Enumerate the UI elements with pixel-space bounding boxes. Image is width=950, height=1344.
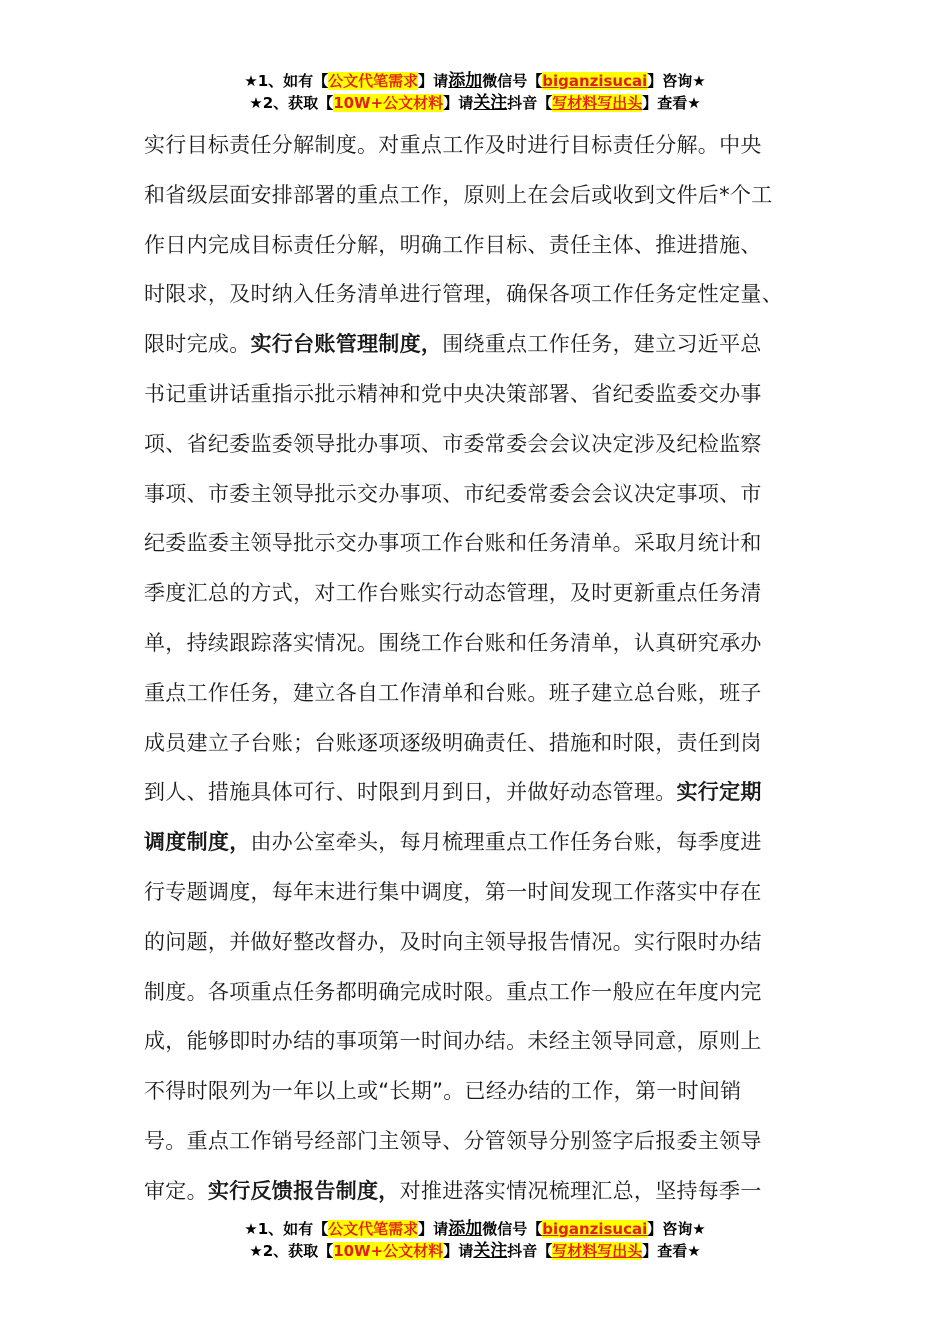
wechat-id[interactable]: biganzisucai <box>542 1220 648 1238</box>
wechat-id[interactable]: biganzisucai <box>542 72 648 90</box>
banner-text: ★1、如有【 <box>244 1220 329 1238</box>
banner-text: 微信号【 <box>482 1220 543 1238</box>
banner-emphasis: 关注 <box>473 1241 508 1261</box>
banner-text: 微信号【 <box>482 72 543 90</box>
banner-emphasis: 添加 <box>448 71 483 91</box>
body-text: 成员建立子台账；台账逐项逐级明确责任、措施和时限，责任到岗 <box>144 730 762 755</box>
body-text: 项、省纪委监委领导批办事项、市委常委会会议决定涉及纪检监察 <box>144 431 762 456</box>
banner-emphasis: 添加 <box>448 1219 483 1239</box>
body-text: 实行目标责任分解制度。对重点工作及时进行目标责任分解。中央 <box>144 133 762 157</box>
paragraph-line <box>144 329 814 359</box>
body-text: 纪委监委主领导批示交办事项工作台账和任务清单。采取月统计和 <box>144 531 762 556</box>
banner-text: 】请 <box>443 1242 474 1260</box>
paragraph-line <box>144 1076 814 1106</box>
paragraph-line <box>144 678 814 708</box>
body-text: 和省级层面安排部署的重点工作，原则上在会后或收到文件后*个工 <box>144 182 773 207</box>
body-text: 季度汇总的方式，对工作台账实行动态管理，及时更新重点任务清 <box>144 581 762 606</box>
banner-line-2 <box>0 1240 950 1262</box>
body-text: 作日内完成目标责任分解，明确工作目标、责任主体、推进措施、 <box>144 232 762 257</box>
paragraph-line <box>144 977 814 1007</box>
paragraph-line <box>144 130 814 160</box>
bold-heading-text: 实行定期 <box>676 780 762 805</box>
header-banner <box>0 70 950 114</box>
body-text: 重点工作任务，建立各自工作清单和台账。班子建立总台账，班子 <box>144 680 762 705</box>
banner-text: ★2、获取【 <box>249 94 334 112</box>
paragraph-line <box>144 1026 814 1056</box>
paragraph-line <box>144 728 814 758</box>
banner-line-2 <box>0 92 950 114</box>
paragraph-line <box>144 777 814 807</box>
paragraph-line <box>144 379 814 409</box>
body-text: 到人、措施具体可行、时限到月到日，并做好动态管理。 <box>144 780 677 805</box>
banner-text: 抖音【 <box>507 1242 553 1260</box>
banner-line-1 <box>0 70 950 92</box>
paragraph-line <box>144 479 814 509</box>
body-text: 不得时限列为一年以上或“长期”。已经办结的工作，第一时间销 <box>144 1079 742 1104</box>
highlight-service: 公文代笔需求 <box>328 72 419 90</box>
body-text: 审定。 <box>144 1178 208 1203</box>
body-text: 对推进落实情况梳理汇总，坚持每季一 <box>399 1178 762 1203</box>
paragraph-line <box>144 230 814 260</box>
douyin-account[interactable]: 写材料写出头 <box>552 94 643 112</box>
highlight-service: 公文代笔需求 <box>328 1220 419 1238</box>
paragraph-line <box>144 877 814 907</box>
highlight-materials: 10W+公文材料 <box>333 1242 444 1260</box>
banner-text: 】查看★ <box>642 94 701 112</box>
body-text: 号。重点工作销号经部门主领导、分管领导分别签字后报委主领导 <box>144 1129 762 1153</box>
body-text: 时限求，及时纳入任务清单进行管理，确保各项工作任务定性定量、 <box>144 282 783 307</box>
banner-emphasis: 关注 <box>473 93 508 113</box>
banner-text: 】查看★ <box>642 1242 701 1260</box>
paragraph-line <box>144 578 814 608</box>
body-text: 制度。各项重点任务都明确完成时限。重点工作一般应在年度内完 <box>144 979 762 1004</box>
bold-heading-text: 调度制度， <box>144 830 251 855</box>
body-text: 单，持续跟踪落实情况。围绕工作台账和任务清单，认真研究承办 <box>144 631 762 655</box>
paragraph-line <box>144 279 814 309</box>
body-text: 事项、市委主领导批示交办事项、市纪委常委会会议决定事项、市 <box>144 481 762 506</box>
paragraph-line <box>144 1176 814 1206</box>
paragraph-line <box>144 1126 814 1156</box>
body-text: 成，能够即时办结的事项第一时间办结。未经主领导同意，原则上 <box>144 1029 762 1054</box>
body-text: 限时完成。 <box>144 332 251 357</box>
banner-text: 】请 <box>418 1220 449 1238</box>
bold-heading-text: 实行台账管理制度， <box>250 332 443 357</box>
banner-text: 】咨询★ <box>647 1220 706 1238</box>
footer-banner <box>0 1218 950 1262</box>
paragraph-line <box>144 528 814 558</box>
banner-line-1 <box>0 1218 950 1240</box>
paragraph-line <box>144 628 814 658</box>
body-text: 行专题调度，每年末进行集中调度，第一时间发现工作落实中存在 <box>144 880 762 904</box>
body-text: 的问题，并做好整改督办，及时向主领导报告情况。实行限时办结 <box>144 929 762 954</box>
banner-text: 】请 <box>418 72 449 90</box>
paragraph-line <box>144 927 814 957</box>
paragraph-line <box>144 180 814 210</box>
banner-text: ★2、获取【 <box>249 1242 334 1260</box>
banner-text: 】请 <box>443 94 474 112</box>
bold-heading-text: 实行反馈报告制度， <box>207 1178 400 1203</box>
douyin-account[interactable]: 写材料写出头 <box>552 1242 643 1260</box>
banner-text: ★1、如有【 <box>244 72 329 90</box>
body-text: 围绕重点工作任务，建立习近平总 <box>442 332 762 357</box>
paragraph-line <box>144 429 814 459</box>
banner-text: 】咨询★ <box>647 72 706 90</box>
body-text: 由办公室牵头，每月梳理重点工作任务台账，每季度进 <box>250 830 762 855</box>
banner-text: 抖音【 <box>507 94 553 112</box>
paragraph-line <box>144 827 814 857</box>
highlight-materials: 10W+公文材料 <box>333 94 444 112</box>
body-text: 书记重讲话重指示批示精神和党中央决策部署、省纪委监委交办事 <box>144 382 762 406</box>
